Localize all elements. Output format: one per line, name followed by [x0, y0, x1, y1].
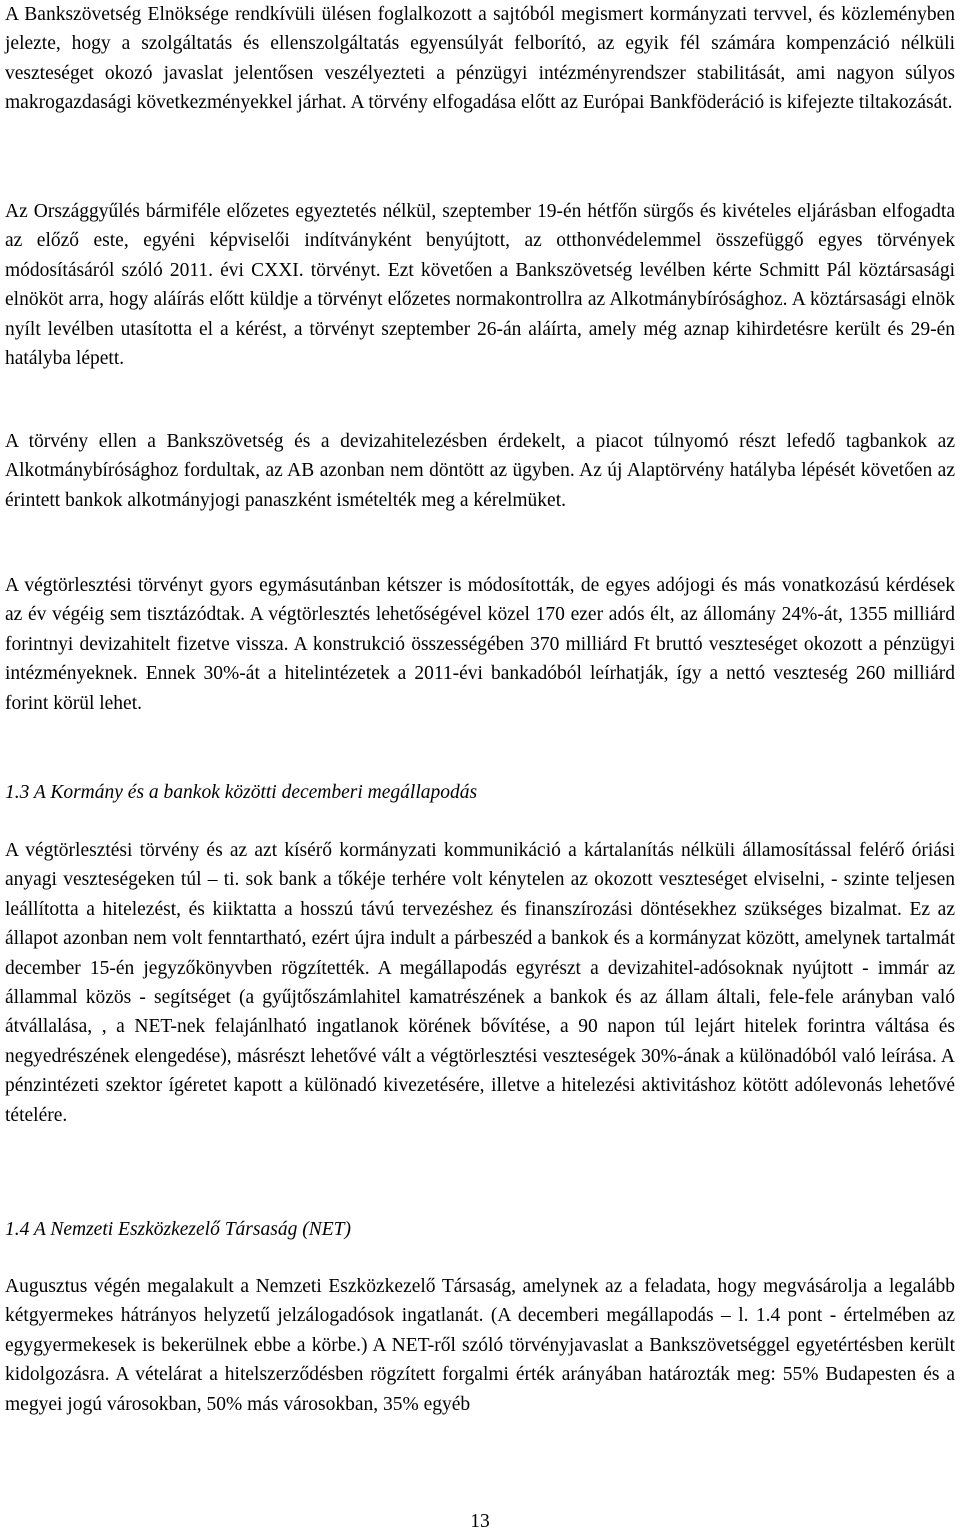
paragraph-vegtorlesztesi-torveny: A végtörlesztési törvényt gyors egymásutánban kétszer is módosították, de egyes adójogi és más vonatkozású kérdések az év végéig sem tisztázódtak. A végtörlesztés lehetőségével közel 170 ezer adós élt, az állomány 24%-át, 1355 milliárd forintnyi devizahitelt fizetve vissza. A konstrukció összességében 370 milliárd Ft bruttó veszteséget okozott a pénzügyi intézményeknek. Ennek 30%-át a hitelintézetek a 2011-évi bankadóból leírhatják, így a nettó veszteség 260 milliárd forint körül lehet. [5, 575, 955, 714]
paragraph-torveny-ellen: A törvény ellen a Bankszövetség és a devizahitelezésben érdekelt, a piacot túlnyomó részt lefedő tagbankok az Alkotmánybírósághoz fordultak, az AB azonban nem döntött az ügyben. Az új Alaptörvény hatályba lépését követően az érintett bankok alkotmányjogi panaszként ismételték meg a kérelmüket. [5, 431, 955, 511]
paragraph-orszaggyules: Az Országgyűlés bármiféle előzetes egyeztetés nélkül, szeptember 19-én hétfőn sürgős és kivételes eljárásban elfogadta az előző este, egyéni képviselői indítványként benyújtott, az otthonvédelemmel összefüggő egyes törvények módosításáról szóló 2011. évi CXXI. törvényt. Ezt követően a Bankszövetség levélben kérte Schmitt Pál köztársasági elnököt arra, hogy aláírás előtt küldje a törvényt előzetes normakontrollra az Alkotmánybírósághoz. A köztársasági elnök nyílt levélben utasította el a kérést, a törvényt szeptember 26-án aláírta, amely még aznap kihirdetésre került és 29-én hatályba lépett. [5, 201, 955, 370]
document-page [5, 0, 955, 1537]
page-number: 13 [470, 1511, 490, 1532]
paragraph-kartalanitas: A végtörlesztési törvény és az azt kísérő kormányzati kommunikáció a kártalanítás nélküli államosítással felérő óriási anyagi veszteségeken túl – ti. sok bank a tőkéje terhére volt kénytelen az okozott veszteséget elviselni, - szinte teljesen leállította a hitelezést, és kiiktatta a hosszú távú tervezéshez és finanszírozási döntésekhez szükséges bizalmat. Ez az állapot azonban nem volt fenntartható, ezért újra indult a párbeszéd a bankok és a kormányzat között, amelynek tartalmát december 15-én jegyzőkönyvben rögzítették. A megállapodás egyrészt a devizahitel-adósoknak nyújtott - immár az állammal közös - segítséget (a gyűjtőszámlahitel kamatrészének a bankok és az állam általi, fele-fele arányban való átvállalása, , a NET-nek felajánlható ingatlanok körének bővítése, a 90 napon túl lejárt hitelek forintra váltása és negyedrészének elengedése), másrészt lehetővé vált a végtörlesztési veszteségek 30%-ának a különadóból való leírása. A pénzintézeti szektor ígéretet kapott a különadó kivezetésére, illetve a hitelezési aktivitáshoz kötött adólevonás lehetővé tételére. [5, 840, 955, 1126]
paragraph-augusztus-vegen: Augusztus végén megalakult a Nemzeti Eszközkezelő Társaság, amelynek az a feladata, hogy megvásárolja a legalább kétgyermekes hátrányos helyzetű jelzálogadósok ingatlanát. (A decemberi megállapodás – l. 1.4 pont - értelmében az egygyermekesek is bekerülnek ebbe a körbe.) A NET-ről szóló törvényjavaslat a Bankszövetséggel egyetértésben került kidolgozásra. A vételárat a hitelszerződésben rögzített forgalmi érték arányában határozták meg: 55% Budapesten és a megyei jogú városokban, 50% más városokban, 35% egyéb [5, 1276, 955, 1415]
paragraph-bankszovetseg-elnoksege: A Bankszövetség Elnöksége rendkívüli ülésen foglalkozott a sajtóból megismert kormányzati tervvel, és közleményben jelezte, hogy a szolgáltatás és ellenszolgáltatás egyensúlyát felborító, az egyik fél számára kompenzáció nélküli veszteséget okozó javaslat jelentősen veszélyezteti a pénzügyi intézményrendszer stabilitását, ami nagyon súlyos makrogazdasági következményekkel járhat. A törvény elfogadása előtt az Európai Bankföderáció is kifejezte tiltakozását. [5, 4, 955, 114]
section-heading-1-3: 1.3 A Kormány és a bankok közötti decemberi megállapodás [5, 782, 478, 803]
section-heading-1-4: 1.4 A Nemzeti Eszközkezelő Társaság (NET) [5, 1219, 351, 1240]
